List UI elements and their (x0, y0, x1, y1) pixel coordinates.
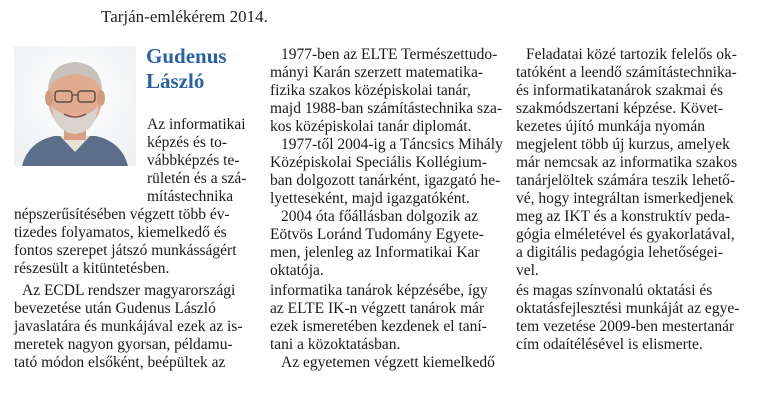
col1-line: Az ECDL rendszer magyarországi (22, 282, 236, 299)
col1-line: népszerűsítésében végzett több év- (14, 206, 230, 223)
col3-line: vé, hogy integráltan ismerkedjenek (516, 190, 734, 207)
col2-line: Az egyetemen végzett kiemelkedő (281, 354, 495, 371)
col3-line: cím odaítélésével is elismerte. (516, 336, 703, 353)
col2-line: ban dolgozott tanárként, igazgató he- (270, 172, 501, 189)
page-header-title: Tarján-emlékérem 2014. (101, 7, 268, 26)
col2-line: majd 1988-ban számítástechnika sza- (270, 100, 502, 117)
col1-intro-line: vábbképzés te- (147, 152, 240, 169)
col2-line: men, jelenleg az Informatikai Kar (270, 244, 480, 261)
col3-line: kezetes újító munkája nyomán (516, 118, 705, 135)
person-name-line-1: Gudenus (146, 44, 227, 68)
col2-line: lyetteseként, majd igazgatóként. (270, 190, 470, 207)
col2-line: oktatója. (270, 262, 324, 279)
col2-line: 2004 óta főállásban dolgozik az (281, 208, 479, 225)
col2-line: mányi Karán szerzett matematika- (270, 64, 484, 81)
col1-intro-line: képzés és to- (147, 134, 228, 151)
col1-line: bevezetése után Gudenus László (14, 300, 216, 317)
col2-line: az ELTE IK-n végzett tanárok már (270, 300, 485, 317)
col2-line: 1977-ben az ELTE Természettudo- (281, 46, 498, 63)
col3-line: tanárjelöltek számára teszik lehető- (516, 172, 736, 189)
col2-line: tani a közoktatásban. (270, 336, 401, 353)
col2-line: Középiskolai Speciális Kollégium- (270, 154, 487, 171)
col1-intro-line: Az informatikai (147, 116, 246, 133)
col3-line: és magas színvonalú oktatási és (516, 282, 713, 299)
col3-line: és informatikatanárok szakmai és (516, 82, 724, 99)
col1-line: meretek nagyon gyorsan, példamu- (14, 336, 233, 353)
person-name-line-2: László (146, 69, 205, 93)
col1-line: részesült a kitüntetésben. (14, 260, 170, 277)
col1-intro-line: rületén és a szá- (147, 170, 247, 187)
col1-line: tizedes folyamatos, kiemelkedő és (14, 224, 227, 241)
col3-line: már nemcsak az informatika szakos (516, 154, 738, 171)
col3-line: megjelent több új kurzus, amelyek (516, 136, 730, 153)
col3-line: gógia elméletével és gyakorlatával, (516, 226, 735, 243)
col3-line: a digitális pedagógia lehetőségei- (516, 244, 724, 261)
col1-line: fontos szerepet játszó munkásságért (14, 242, 237, 259)
col1-line: javaslatára és munkájával ezek az is- (14, 318, 243, 335)
col3-line: vel. (516, 262, 539, 279)
col3-line: Feladatai közé tartozik felelős ok- (526, 46, 737, 63)
col3-line: tem vezetése 2009-ben mestertanár (516, 318, 735, 335)
col1-intro-line: mítástechnika (147, 188, 234, 205)
col3-line: oktatásfejlesztési munkáját az egye- (516, 300, 740, 317)
col2-line: 1977-től 2004-ig a Táncsics Mihály (281, 136, 503, 153)
col2-line: kos középiskolai tanár diplomát. (270, 118, 472, 135)
col2-line: Eötvös Loránd Tudomány Egyete- (270, 226, 484, 243)
col2-line: fizika szakos középiskolai tanár, (270, 82, 471, 99)
col3-line: szakmódszertani képzése. Követ- (516, 100, 724, 117)
col3-line: meg az IKT és a konstruktív peda- (516, 208, 731, 225)
portrait-illustration (14, 46, 136, 166)
col3-line: tatóként a leendő számítástechnika- (516, 64, 737, 81)
col2-line: informatika tanárok képzésébe, így (270, 282, 488, 299)
col2-line: ezek ismeretében kezdenek el taní- (270, 318, 487, 335)
portrait-photo (14, 46, 136, 166)
person-name (146, 44, 227, 94)
col1-line: tató módon elsőként, beépültek az (14, 354, 226, 371)
